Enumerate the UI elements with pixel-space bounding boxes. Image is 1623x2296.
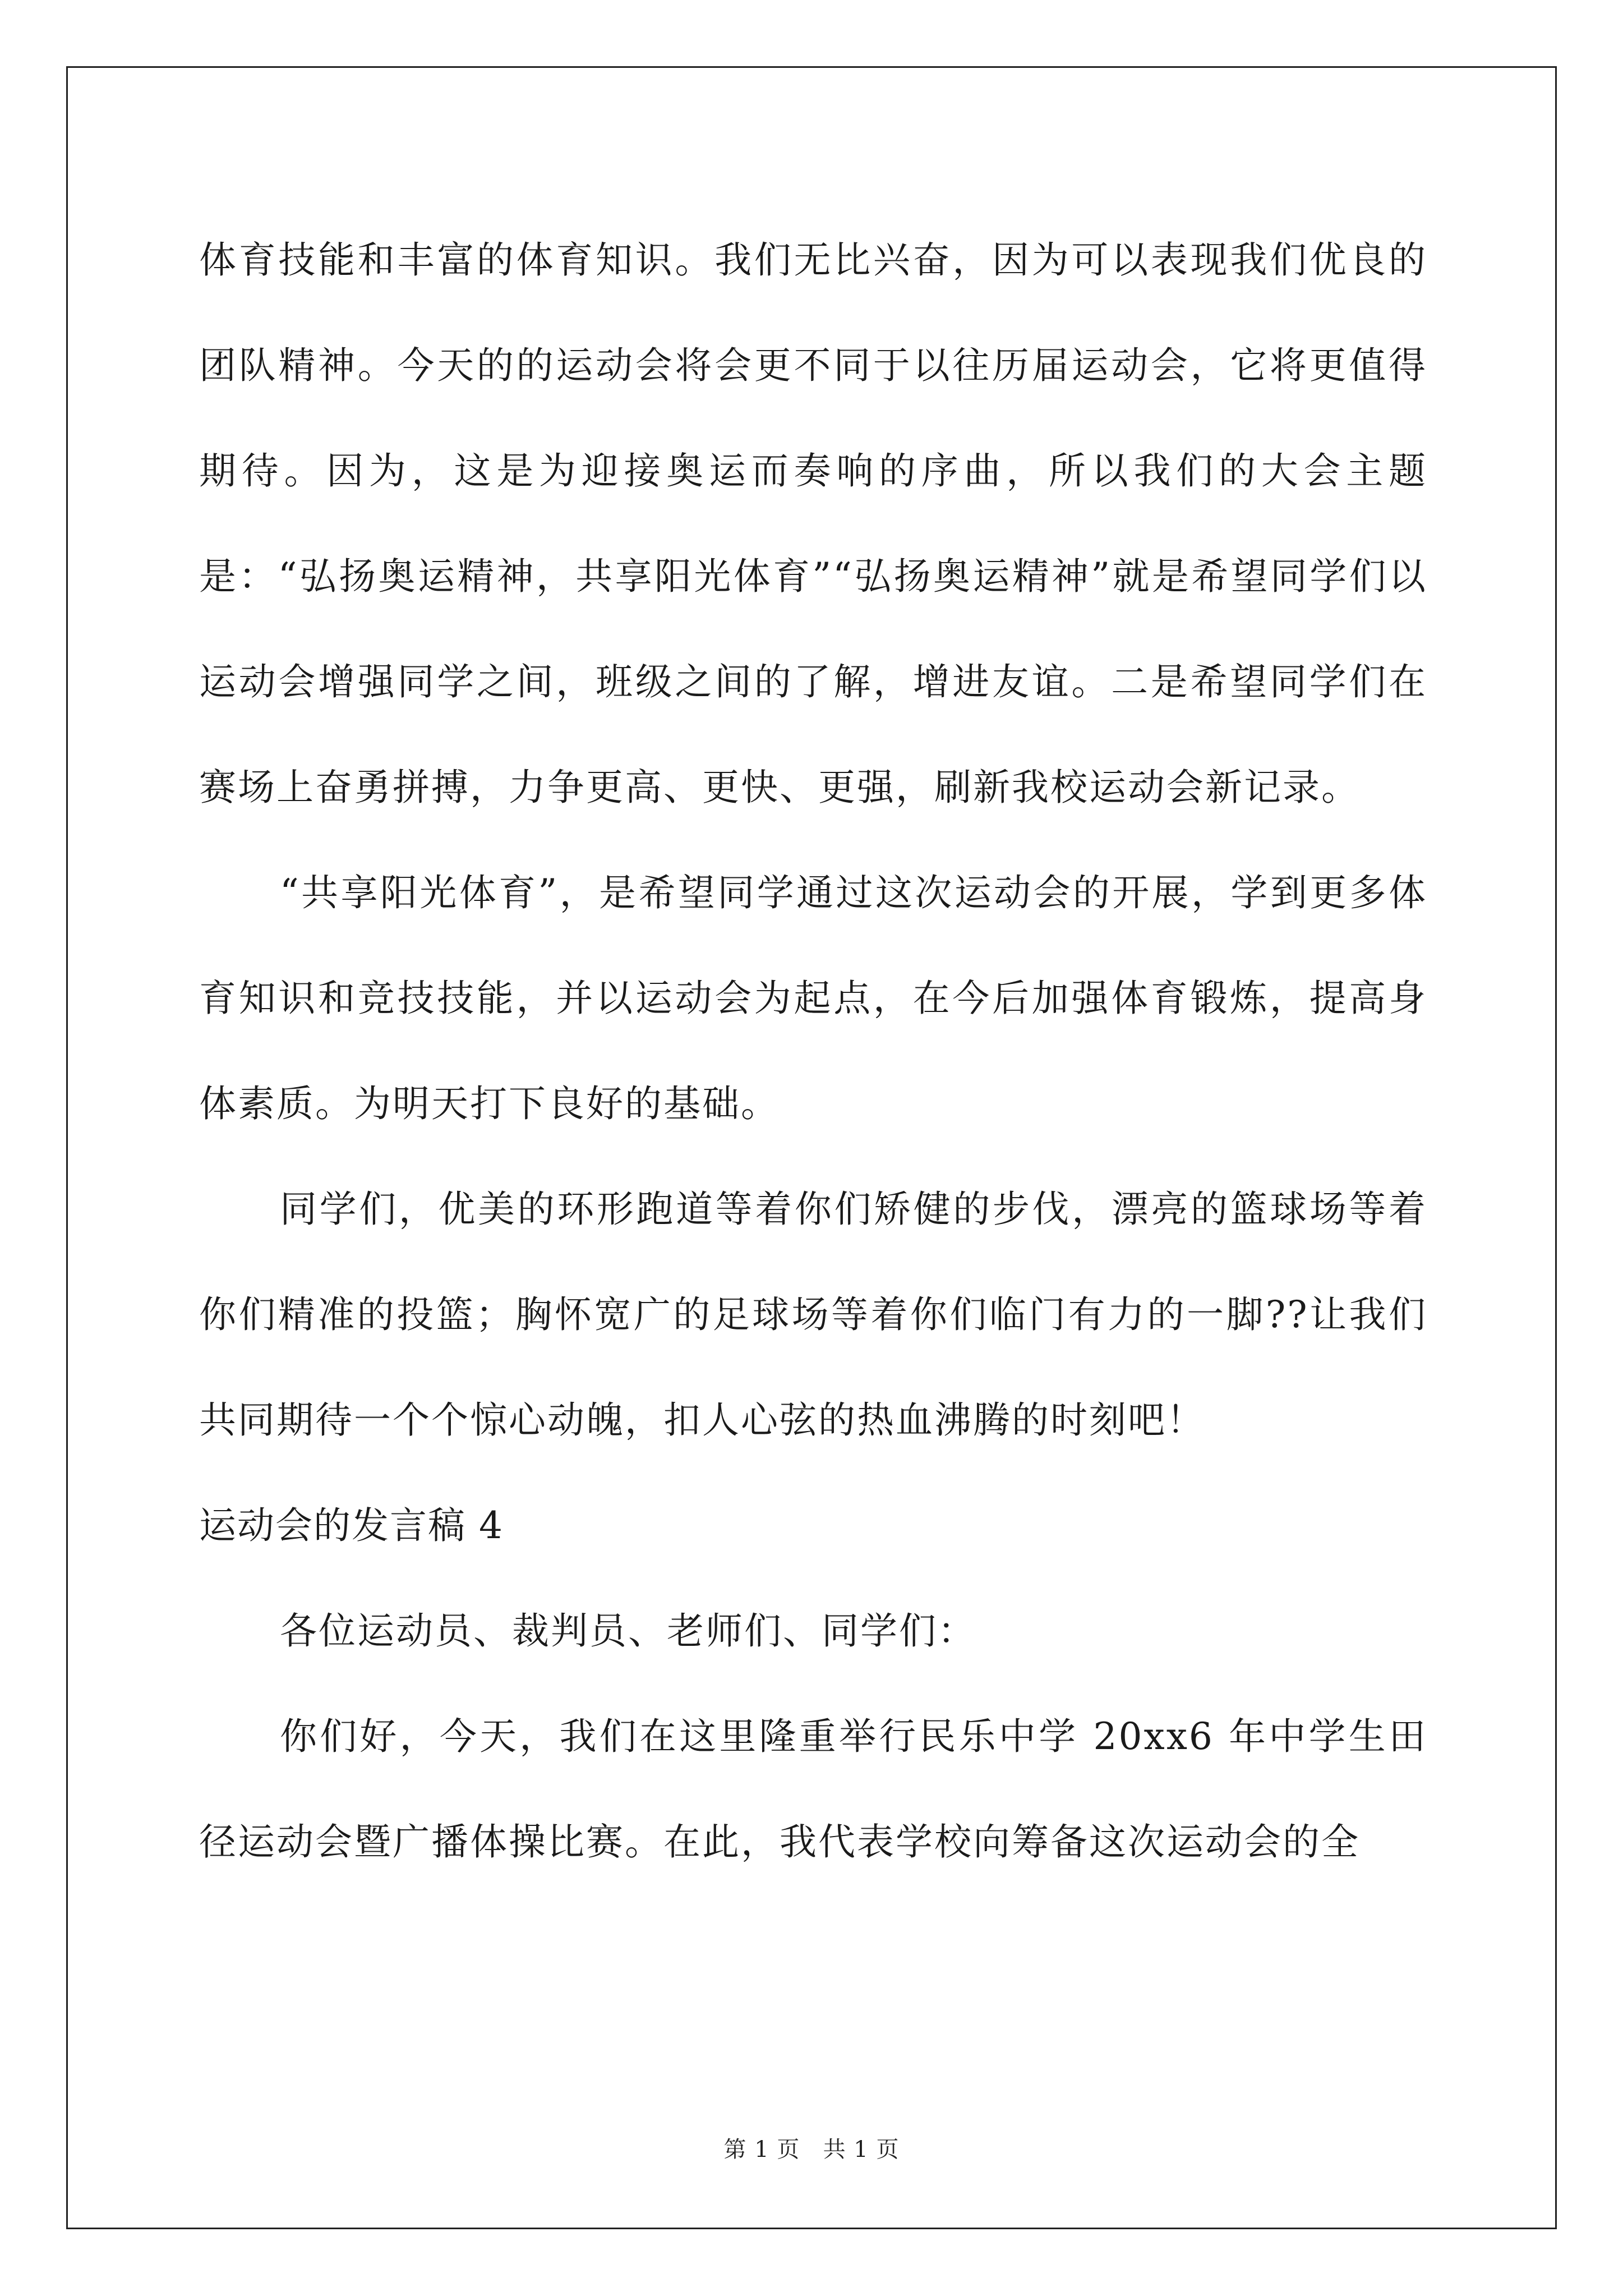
page-footer	[0, 2132, 1623, 2164]
paragraph-shared-sunshine: “共享阳光体育”，是希望同学通过这次运动会的开展，学到更多体育知识和竞技技能，并以运动会为起点，在今后加强体育锻炼，提高身体素质。为明天打下良好的基础。	[199, 871, 1427, 1125]
footer-spacer	[800, 2137, 823, 2162]
paragraph-continuation: 体育技能和丰富的体育知识。我们无比兴奋，因为可以表现我们优良的团队精神。今天的的运动会将会更不同于以往历届运动会，它将更值得期待。因为，这是为迎接奥运而奏响的序曲，所以我们的大会主题是：“弘扬奥运精神，共享阳光体育”“弘扬奥运精神”就是希望同学们以运动会增强同学之间，班级之间的了解，增进友谊。二是希望同学们在赛场上奋勇拼搏，力争更高、更快、更强，刷新我校运动会新记录。	[199, 238, 1427, 809]
section-title: 运动会的发言稿 4	[199, 1504, 504, 1547]
paragraph-opening: 你们好，今天，我们在这里隆重举行民乐中学 20xx6 年中学生田径运动会暨广播体操比赛。在此，我代表学校向筹备这次运动会的全	[199, 1715, 1427, 1864]
document-body	[199, 208, 1427, 1895]
page-total: 共 1 页	[823, 2137, 900, 2162]
paragraph-students-call: 同学们，优美的环形跑道等着你们矫健的步伐，漂亮的篮球场等着你们精准的投篮；胸怀宽广的足球场等着你们临门有力的一脚??让我们共同期待一个个惊心动魄，扣人心弦的热血沸腾的时刻吧！	[199, 1188, 1427, 1442]
paragraph-salutation: 各位运动员、裁判员、老师们、同学们：	[280, 1609, 976, 1653]
page-number: 第 1 页	[723, 2137, 800, 2162]
